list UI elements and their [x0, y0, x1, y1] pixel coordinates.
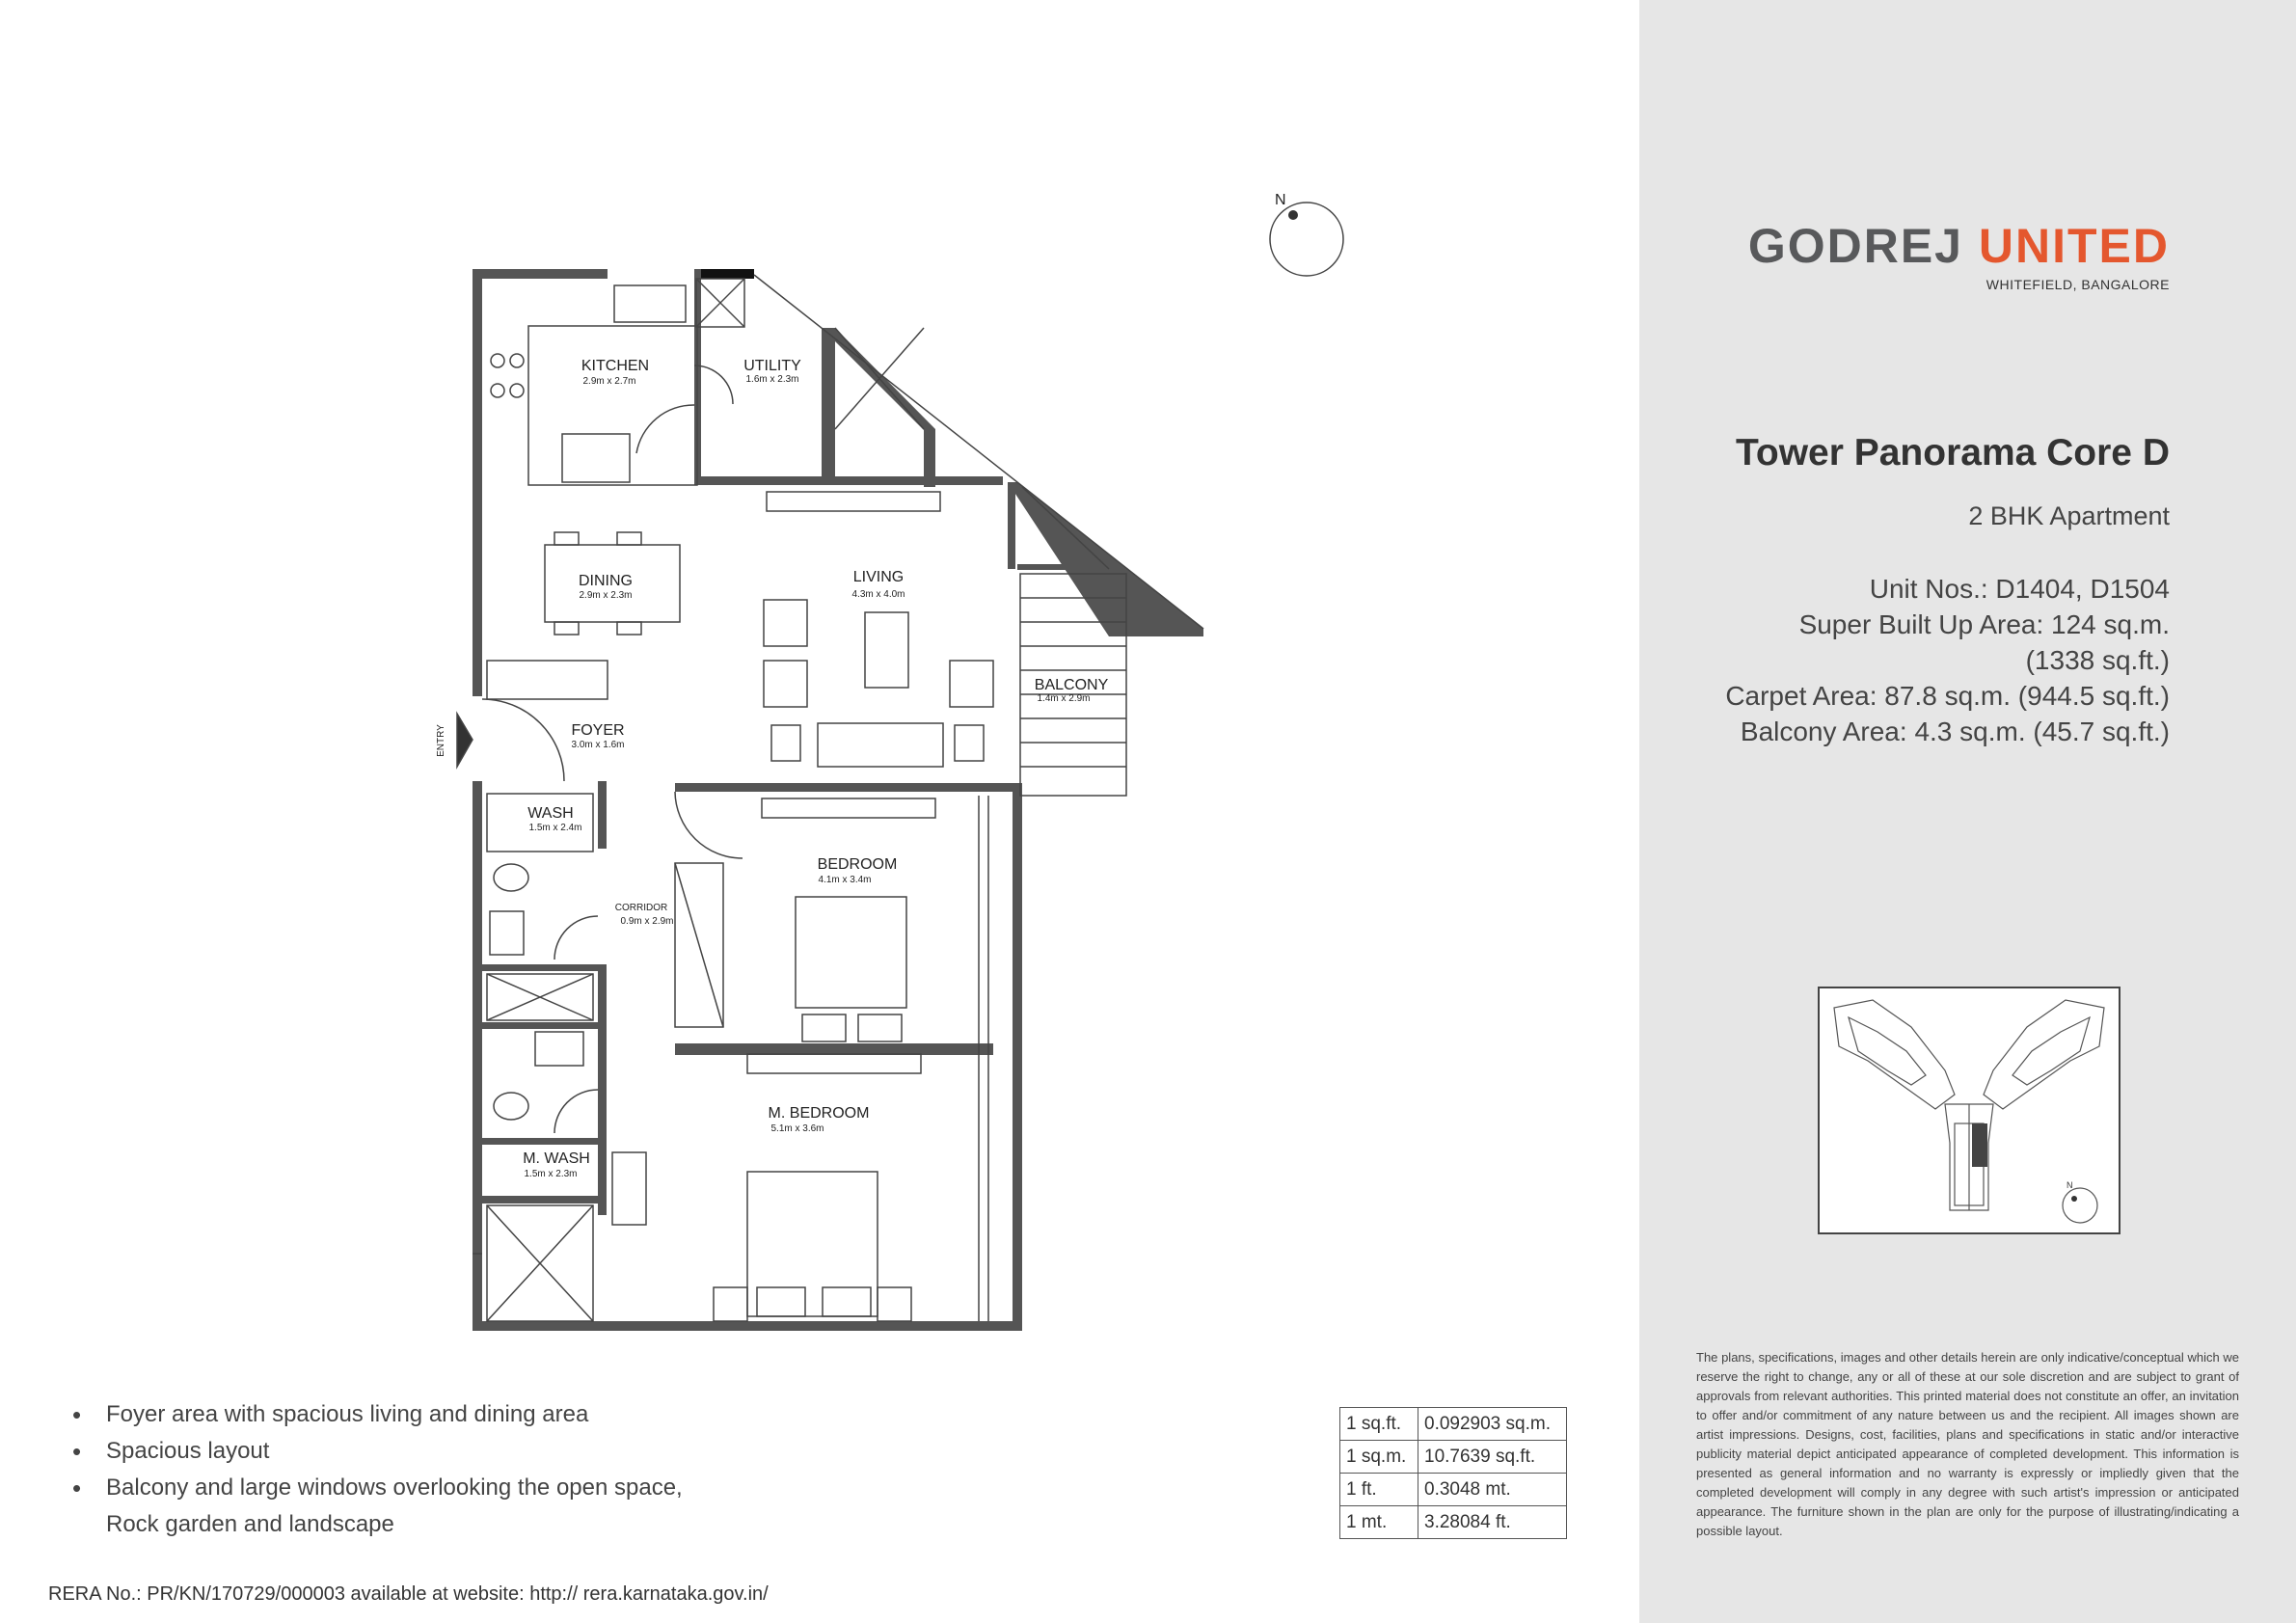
tower-title: Tower Panorama Core D: [1735, 432, 2170, 473]
feature-text-continued: Rock garden and landscape: [106, 1511, 394, 1537]
unit-details: [1725, 571, 2170, 749]
dining-dim: 2.9m x 2.3m: [579, 590, 633, 601]
north-label: N: [1275, 192, 1286, 208]
foyer-dim: 3.0m x 1.6m: [571, 740, 625, 750]
utility-label: UTILITY: [743, 358, 801, 374]
conversion-value: 0.092903 sq.m.: [1418, 1408, 1567, 1441]
feature-item: • Foyer area with spacious living and dining area: [72, 1396, 683, 1433]
kitchen-label: KITCHEN: [581, 358, 650, 374]
key-plan-drawing: [1820, 988, 2119, 1232]
m-bedroom-dim: 5.1m x 3.6m: [770, 1123, 824, 1134]
balcony-dim: 1.4m x 2.9m: [1037, 693, 1091, 704]
living-dim: 4.3m x 4.0m: [851, 589, 905, 600]
unit-numbers: Unit Nos.: D1404, D1504: [1869, 574, 2170, 604]
m-wash-dim: 1.5m x 2.3m: [524, 1169, 578, 1179]
rera-number: RERA No.: PR/KN/170729/000003 available at website: http:// rera.karnataka.gov.in/: [48, 1583, 769, 1605]
conversion-unit: 1 sq.ft.: [1340, 1408, 1418, 1441]
features-list: [72, 1396, 683, 1543]
brand-name-1: GODREJ: [1747, 219, 1963, 273]
conversion-value: 3.28084 ft.: [1418, 1506, 1567, 1539]
table-row: [1340, 1408, 1567, 1441]
north-dot: [1288, 210, 1298, 220]
m-bedroom-label: M. BEDROOM: [768, 1105, 870, 1122]
feature-item: • Spacious layout: [72, 1433, 683, 1470]
conversion-value: 0.3048 mt.: [1418, 1474, 1567, 1506]
bedroom-dim: 4.1m x 3.4m: [818, 875, 872, 885]
m-wash-label: M. WASH: [523, 1150, 590, 1167]
table-row: [1340, 1441, 1567, 1474]
disclaimer-text: The plans, specifications, images and other details herein are only indicative/conceptual which we reserve the right to change, any or all of these at our sole discretion and are subject to grant of approvals from relevant authorities. This printed material does not constitute an offer, an invitation to offer and/or commitment of any nature between us and the recipient. All images shown are artist impressions. Designs, cost, facilities, plans and specifications in static and/or interactive publicity material depict anticipated appearance of completed development. This information is presented as general information and no warranty is expressly or impliedly given that the completed development will comply in any degree with such artist's impression or anticipated appearance. The furniture shown in the plan are only for the purpose of illustrating/indicating a possible layout.: [1696, 1350, 2239, 1538]
entry-label: ENTRY: [436, 724, 446, 757]
kitchen-dim: 2.9m x 2.7m: [582, 376, 636, 387]
brand-logo: [1748, 218, 2170, 274]
table-row: [1340, 1506, 1567, 1539]
balcony-area: Balcony Area: 4.3 sq.m. (45.7 sq.ft.): [1740, 717, 2170, 746]
corridor-dim: 0.9m x 2.9m: [620, 916, 674, 927]
north-arrow: [1270, 192, 1343, 276]
key-plan: [1818, 987, 2120, 1234]
table-row: [1340, 1474, 1567, 1506]
brand-location: WHITEFIELD, BANGALORE: [1985, 277, 2170, 292]
living-label: LIVING: [852, 569, 905, 585]
feature-item: [72, 1470, 683, 1543]
bedroom-label: BEDROOM: [817, 856, 898, 873]
balcony-label: BALCONY: [1034, 677, 1109, 693]
key-plan-north-label: N: [2066, 1180, 2073, 1190]
key-plan-unit-highlight: [1972, 1123, 1987, 1167]
super-built-up-sqft: (1338 sq.ft.): [2025, 645, 2170, 675]
apartment-type: 2 BHK Apartment: [1968, 501, 2170, 530]
conversion-unit: 1 ft.: [1340, 1474, 1418, 1506]
wash-dim: 1.5m x 2.4m: [528, 823, 582, 833]
corridor-label: CORRIDOR: [614, 903, 668, 913]
conversion-value: 10.7639 sq.ft.: [1418, 1441, 1567, 1474]
wash-label: WASH: [527, 805, 574, 822]
carpet-area: Carpet Area: 87.8 sq.m. (944.5 sq.ft.): [1725, 681, 2170, 711]
conversion-unit: 1 mt.: [1340, 1506, 1418, 1539]
north-circle: [1270, 203, 1343, 276]
foyer-label: FOYER: [571, 722, 625, 739]
conversion-unit: 1 sq.m.: [1340, 1441, 1418, 1474]
dining-label: DINING: [579, 573, 633, 589]
conversion-table: [1339, 1407, 1567, 1539]
feature-text: Balcony and large windows overlooking the open space,: [106, 1474, 683, 1501]
super-built-up-area: Super Built Up Area: 124 sq.m.: [1798, 609, 2170, 639]
utility-dim: 1.6m x 2.3m: [745, 374, 799, 385]
brand-name-2: UNITED: [1978, 219, 2170, 273]
